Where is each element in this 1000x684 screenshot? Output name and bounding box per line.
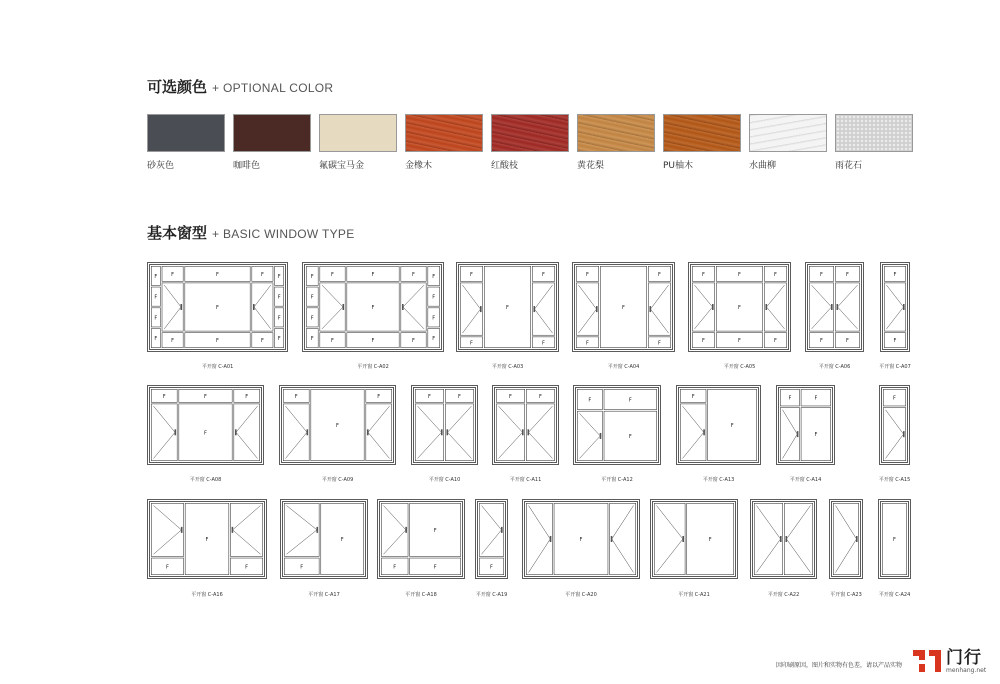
fixed-pane-mark: F	[730, 423, 734, 429]
fixed-pane-mark: F	[708, 537, 712, 543]
window-type-label: 平开窗 C-A09	[321, 477, 354, 483]
brand-url: menhang.net	[946, 667, 987, 674]
fixed-pane-mark: F	[371, 271, 375, 278]
window-type-label: 平开窗 C-A01	[201, 364, 234, 370]
fixed-pane-mark: F	[154, 336, 158, 343]
window-type-label: 平开窗 C-A04	[607, 364, 640, 370]
color-swatch	[577, 114, 655, 152]
window-drawing	[650, 499, 738, 579]
fixed-pane-mark: F	[245, 393, 249, 400]
fixed-pane-mark: F	[579, 537, 583, 543]
color-swatch-label: 红酸枝	[491, 161, 519, 171]
fixed-pane-mark: F	[310, 315, 314, 322]
fixed-pane-mark: F	[412, 338, 415, 345]
window-type-label: 平开窗 C-A18	[405, 592, 437, 598]
window-drawing	[572, 262, 675, 352]
window-drawing	[147, 385, 264, 465]
fixed-pane-mark: F	[310, 336, 314, 343]
window-type-label: 平开窗 C-A10	[428, 477, 461, 483]
fixed-pane-mark: F	[412, 271, 415, 278]
fixed-pane-mark: F	[260, 338, 264, 345]
fixed-pane-mark: F	[509, 393, 512, 400]
fixed-pane-mark: F	[539, 393, 542, 400]
fixed-pane-mark: F	[204, 393, 207, 400]
window-type-label: 平开窗 C-A24	[878, 592, 911, 598]
fixed-pane-mark: F	[154, 294, 158, 301]
fixed-pane-mark: F	[277, 315, 281, 322]
color-swatch-label: 水曲柳	[749, 161, 777, 171]
brand-logo-icon	[911, 646, 943, 676]
color-swatch	[319, 114, 397, 152]
color-swatch-label: 黄花梨	[577, 161, 605, 171]
window-type-label: 平开窗 C-A12	[601, 477, 633, 483]
optional-color-title-cn: 可选颜色	[147, 78, 208, 96]
fixed-pane-mark: F	[846, 271, 849, 278]
fixed-pane-mark: F	[277, 336, 281, 343]
window-drawing	[147, 262, 288, 352]
fixed-pane-mark: F	[277, 273, 281, 280]
fixed-pane-mark: F	[336, 423, 339, 429]
fixed-pane-mark: F	[162, 393, 166, 400]
fixed-pane-mark: F	[622, 305, 625, 311]
fixed-pane-mark: F	[331, 338, 334, 345]
fixed-pane-mark: F	[432, 315, 436, 322]
fixed-pane-mark: F	[542, 340, 545, 347]
window-drawing	[456, 262, 559, 352]
fixed-pane-mark: F	[216, 305, 219, 311]
window-drawing	[776, 385, 835, 465]
fixed-pane-mark: F	[458, 393, 461, 400]
fixed-pane-mark: F	[154, 273, 158, 280]
fixed-pane-mark: F	[814, 432, 818, 439]
fixed-pane-mark: F	[393, 564, 397, 571]
window-drawing	[688, 262, 791, 352]
window-drawing	[805, 262, 864, 352]
fixed-pane-mark: F	[216, 271, 219, 278]
fixed-pane-mark: F	[893, 338, 897, 345]
fixed-pane-mark: F	[893, 395, 896, 402]
window-type-label: 平开窗 C-A23	[830, 592, 862, 598]
window-type-title-en: + BASIC WINDOW TYPE	[212, 227, 355, 241]
color-swatch	[147, 114, 225, 152]
window-drawing	[475, 499, 508, 579]
fixed-pane-mark: F	[702, 271, 705, 278]
fixed-pane-mark: F	[310, 273, 314, 280]
window-type-label: 平开窗 C-A19	[475, 592, 508, 598]
window-type-label: 平开窗 C-A20	[565, 592, 597, 598]
fixed-pane-mark: F	[814, 395, 818, 402]
fixed-pane-mark: F	[788, 395, 792, 402]
fixed-pane-mark: F	[628, 433, 632, 440]
window-type-label: 平开窗 C-A08	[189, 477, 222, 483]
fixed-pane-mark: F	[820, 338, 823, 345]
fixed-pane-mark: F	[542, 271, 545, 278]
fixed-pane-mark: F	[433, 527, 437, 534]
window-drawing	[829, 499, 863, 579]
fixed-pane-mark: F	[171, 338, 175, 345]
fixed-pane-mark: F	[658, 340, 661, 347]
window-drawing	[878, 499, 911, 579]
fixed-pane-mark: F	[205, 537, 209, 543]
fixed-pane-mark: F	[166, 564, 169, 571]
fixed-pane-mark: F	[658, 271, 661, 278]
fixed-pane-mark: F	[377, 393, 381, 400]
window-type-title-cn: 基本窗型	[147, 224, 208, 242]
brand-name: 门行	[946, 648, 982, 668]
fixed-pane-mark: F	[154, 315, 158, 322]
fixed-pane-mark: F	[774, 338, 777, 345]
window-type-label: 平开窗 C-A14	[789, 477, 822, 483]
fixed-pane-mark: F	[586, 340, 589, 347]
fixed-pane-mark: F	[216, 338, 219, 345]
color-swatch-label: 雨花石	[835, 161, 863, 171]
optional-color-title-en: + OPTIONAL COLOR	[212, 81, 334, 95]
window-type-label: 平开窗 C-A13	[702, 477, 735, 483]
window-type-label: 平开窗 C-A22	[767, 592, 800, 598]
window-type-label: 平开窗 C-A16	[191, 592, 223, 598]
window-drawing	[492, 385, 559, 465]
fixed-pane-mark: F	[586, 271, 589, 278]
fixed-pane-mark: F	[260, 271, 264, 278]
fixed-pane-mark: F	[470, 271, 473, 278]
window-drawing	[573, 385, 661, 465]
window-type-label: 平开窗 C-A07	[879, 364, 911, 370]
fixed-pane-mark: F	[433, 564, 437, 571]
fixed-pane-mark: F	[371, 305, 375, 311]
fixed-pane-mark: F	[738, 338, 741, 345]
fixed-pane-mark: F	[846, 338, 849, 345]
fixed-pane-mark: F	[432, 336, 436, 343]
color-swatch	[491, 114, 569, 152]
window-type-label: 平开窗 C-A03	[491, 364, 524, 370]
window-type-label: 平开窗 C-A21	[678, 592, 710, 598]
fixed-pane-mark: F	[340, 537, 344, 543]
color-swatch-label: PU柚木	[663, 161, 694, 171]
fixed-pane-mark: F	[490, 564, 493, 571]
optional-color-heading	[147, 76, 333, 97]
window-drawing	[302, 262, 444, 352]
fixed-pane-mark: F	[245, 564, 248, 571]
fixed-pane-mark: F	[893, 271, 897, 278]
fixed-pane-mark: F	[470, 340, 473, 347]
window-type-label: 平开窗 C-A11	[509, 477, 542, 483]
fixed-pane-mark: F	[432, 273, 436, 280]
color-swatch-label: 砂灰色	[147, 161, 175, 171]
fixed-pane-mark: F	[774, 271, 777, 278]
window-drawing	[676, 385, 761, 465]
window-drawing	[522, 499, 640, 579]
window-drawing	[377, 499, 465, 579]
fixed-pane-mark: F	[738, 271, 741, 278]
color-swatch	[749, 114, 827, 152]
window-type-heading	[147, 222, 355, 243]
window-drawing	[279, 385, 396, 465]
color-swatch	[663, 114, 741, 152]
fixed-pane-mark: F	[820, 271, 823, 278]
fixed-pane-mark: F	[628, 397, 632, 404]
fixed-pane-mark: F	[506, 305, 509, 311]
window-drawing	[880, 262, 910, 352]
fixed-pane-mark: F	[294, 393, 298, 400]
window-drawing	[147, 499, 267, 579]
window-drawing	[411, 385, 478, 465]
color-swatch-label: 氟碳宝马金	[319, 161, 365, 171]
color-swatch-label: 金橡木	[405, 161, 433, 171]
fixed-pane-mark: F	[277, 294, 281, 301]
window-drawing	[879, 385, 910, 465]
color-swatch-label: 咖啡色	[233, 161, 261, 171]
fixed-pane-mark: F	[171, 271, 175, 278]
fixed-pane-mark: F	[331, 271, 334, 278]
window-type-label: 平开窗 C-A06	[818, 364, 851, 370]
color-swatch	[405, 114, 483, 152]
window-type-label: 平开窗 C-A15	[878, 477, 911, 483]
color-swatch	[835, 114, 913, 152]
color-swatch	[233, 114, 311, 152]
fixed-pane-mark: F	[432, 294, 436, 301]
color-disclaimer: 因印刷原因，图片和实物有色差，请以产品实物	[776, 662, 903, 669]
window-drawing	[280, 499, 368, 579]
fixed-pane-mark: F	[371, 338, 375, 345]
window-type-label: 平开窗 C-A02	[357, 364, 389, 370]
fixed-pane-mark: F	[893, 537, 896, 543]
window-drawing	[750, 499, 817, 579]
fixed-pane-mark: F	[204, 430, 207, 437]
fixed-pane-mark: F	[300, 564, 304, 571]
fixed-pane-mark: F	[691, 393, 695, 400]
window-type-label: 平开窗 C-A05	[723, 364, 756, 370]
fixed-pane-mark: F	[738, 305, 741, 311]
fixed-pane-mark: F	[702, 338, 705, 345]
fixed-pane-mark: F	[310, 294, 314, 301]
fixed-pane-mark: F	[588, 397, 592, 404]
fixed-pane-mark: F	[428, 393, 431, 400]
window-type-label: 平开窗 C-A17	[308, 592, 340, 598]
